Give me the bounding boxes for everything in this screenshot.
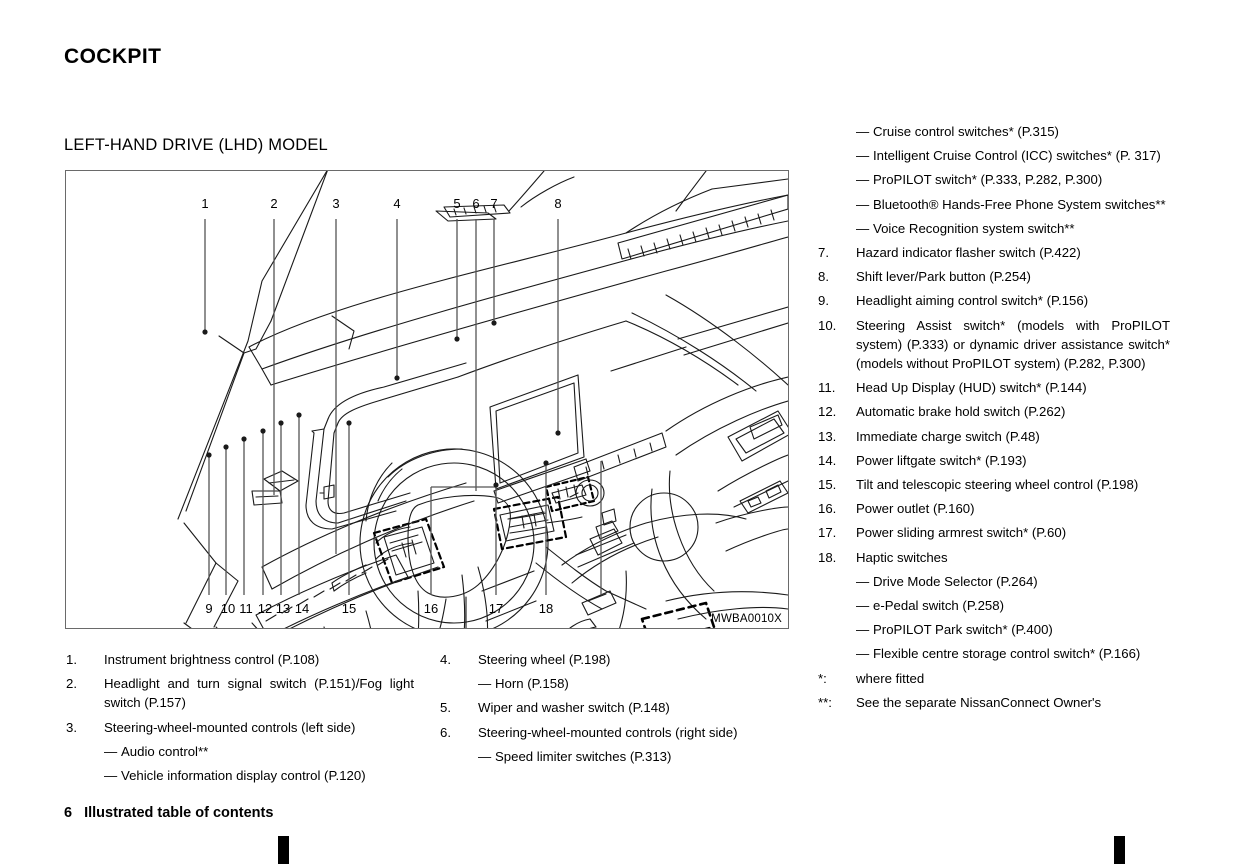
list-item (818, 548, 1170, 567)
dash-bullet: — (856, 622, 870, 638)
list-item (66, 650, 414, 669)
item-text: Head Up Display (HUD) switch* (P.144) (856, 380, 1087, 396)
item-text: Steering-wheel-mounted controls (left side) (104, 719, 356, 735)
sub-item (440, 674, 792, 693)
item-number: 1. (66, 652, 77, 667)
callout-4: 4 (393, 196, 401, 211)
dash-bullet: — (104, 743, 118, 759)
sub-item (818, 620, 1170, 639)
sub-item (440, 747, 792, 766)
dash-bullet: — (856, 646, 870, 662)
list-item (818, 316, 1170, 374)
list-item (818, 267, 1170, 286)
sub-item-text: ProPILOT switch* (P.333, P.282, P.300) (873, 172, 1103, 188)
list-item (818, 499, 1170, 518)
sub-item-text: Flexible centre storage control switch* (P.166) (873, 646, 1141, 662)
list-item (818, 402, 1170, 421)
dash-bullet: — (856, 598, 870, 614)
item-number: 8. (818, 269, 829, 285)
item-text: Steering Assist switch* (models with ProPILOT system) (P.333) or dynamic driver assistance switch* (models without ProPILOT system) (P.282, P.300) (856, 317, 1170, 372)
sub-item (818, 572, 1170, 591)
item-text: Power liftgate switch* (P.193) (856, 452, 1027, 468)
item-text: Immediate charge switch (P.48) (856, 428, 1040, 444)
item-number: 13. (818, 428, 837, 444)
list-item (818, 451, 1170, 470)
callout-9: 9 (205, 601, 213, 616)
footnote-row (818, 693, 1170, 712)
list-item (440, 723, 792, 742)
item-text: Headlight and turn signal switch (P.151)/Fog light switch (P.157) (104, 676, 414, 711)
item-number: 15. (818, 477, 837, 493)
footnote-marker: **: (818, 694, 832, 710)
list-item (440, 698, 792, 717)
sub-item-text: ProPILOT Park switch* (P.400) (873, 622, 1053, 638)
sub-item-text: Voice Recognition system switch** (873, 220, 1075, 236)
callout-2: 2 (270, 196, 278, 211)
item-text: Steering-wheel-mounted controls (right side) (478, 724, 738, 740)
page-footer (64, 805, 273, 821)
item-text: Haptic switches (856, 549, 948, 565)
dash-bullet: — (856, 220, 870, 236)
sub-item-text: Vehicle information display control (P.120) (121, 768, 366, 784)
list-item (66, 718, 414, 737)
callout-17: 17 (488, 601, 504, 616)
legend-list-right (818, 122, 1170, 717)
sub-item-text: Speed limiter switches (P.313) (495, 748, 672, 764)
item-text: Power sliding armrest switch* (P.60) (856, 525, 1067, 541)
callout-8: 8 (554, 196, 562, 211)
footnote-marker: *: (818, 670, 827, 686)
dash-bullet: — (856, 573, 870, 589)
sub-item-text: Drive Mode Selector (P.264) (873, 573, 1038, 589)
callout-3: 3 (332, 196, 340, 211)
item-number: 4. (440, 652, 451, 667)
callout-10: 10 (220, 601, 236, 616)
footer-page-number: 6 (64, 805, 73, 821)
sub-item (66, 766, 414, 785)
list-item (818, 378, 1170, 397)
dash-bullet: — (104, 768, 118, 784)
callout-18: 18 (538, 601, 554, 616)
callout-7: 7 (490, 196, 498, 211)
cockpit-illustration (65, 170, 789, 629)
sub-item-text: Audio control** (121, 743, 209, 759)
item-text: Headlight aiming control switch* (P.156) (856, 293, 1089, 309)
legend-list-middle (440, 650, 792, 771)
sub-item-text: Cruise control switches* (P.315) (873, 124, 1059, 139)
footnote-row (818, 669, 1170, 688)
footnote-text: See the separate NissanConnect Owner's (856, 694, 1102, 710)
sub-item (818, 170, 1170, 189)
callout-14: 14 (294, 601, 310, 616)
list-item (818, 523, 1170, 542)
dash-bullet: — (478, 676, 492, 692)
callout-12: 12 (257, 601, 273, 616)
list-item (66, 674, 414, 712)
registration-mark-right (1114, 836, 1125, 864)
item-number: 12. (818, 404, 837, 420)
item-text: Steering wheel (P.198) (478, 652, 611, 667)
callout-6: 6 (472, 196, 480, 211)
list-item (818, 243, 1170, 262)
item-number: 10. (818, 317, 837, 333)
item-number: 18. (818, 549, 837, 565)
item-number: 2. (66, 676, 77, 692)
callout-1: 1 (201, 196, 209, 211)
item-text: Hazard indicator flasher switch (P.422) (856, 245, 1081, 261)
sub-item-text: Intelligent Cruise Control (ICC) switches* (P. 317) (873, 148, 1161, 164)
sub-item (818, 644, 1170, 663)
sub-item (818, 219, 1170, 238)
item-text: Wiper and washer switch (P.148) (478, 700, 670, 716)
callout-16: 16 (423, 601, 439, 616)
item-text: Automatic brake hold switch (P.262) (856, 404, 1066, 420)
item-number: 11. (818, 380, 836, 396)
callout-13: 13 (275, 601, 291, 616)
sub-item (818, 146, 1170, 165)
item-number: 7. (818, 245, 829, 261)
item-text: Instrument brightness control (P.108) (104, 652, 320, 667)
item-number: 5. (440, 700, 451, 716)
item-number: 9. (818, 293, 829, 309)
registration-mark-left (278, 836, 289, 864)
footer-section-label: Illustrated table of contents (84, 805, 274, 821)
list-item (818, 475, 1170, 494)
dash-bullet: — (856, 196, 870, 212)
sub-item (818, 195, 1170, 214)
sub-item (66, 742, 414, 761)
footnote-text: where fitted (856, 670, 925, 686)
cockpit-line-drawing (66, 171, 788, 628)
sub-item-text: Horn (P.158) (495, 676, 569, 692)
sub-item-text: Bluetooth® Hands-Free Phone System switches** (873, 196, 1166, 212)
legend-list-left (66, 650, 414, 790)
sub-item (818, 122, 1170, 141)
sub-item (818, 596, 1170, 615)
item-number: 14. (818, 452, 837, 468)
page-title: COCKPIT (64, 45, 162, 68)
list-item (818, 427, 1170, 446)
list-item (818, 291, 1170, 310)
dash-bullet: — (856, 148, 870, 164)
dash-bullet: — (478, 748, 492, 764)
item-text: Tilt and telescopic steering wheel control (P.198) (856, 477, 1139, 493)
callout-11: 11 (239, 601, 253, 616)
section-title: LEFT-HAND DRIVE (LHD) MODEL (64, 136, 328, 154)
dash-bullet: — (856, 124, 870, 139)
item-number: 16. (818, 501, 837, 517)
item-text: Power outlet (P.160) (856, 501, 975, 517)
sub-item-text: e-Pedal switch (P.258) (873, 598, 1004, 614)
item-number: 6. (440, 724, 451, 740)
item-text: Shift lever/Park button (P.254) (856, 269, 1031, 285)
callout-5: 5 (453, 196, 461, 211)
callout-15: 15 (341, 601, 357, 616)
item-number: 3. (66, 719, 77, 735)
dash-bullet: — (856, 172, 870, 188)
list-item (440, 650, 792, 669)
figure-id-code: MWBA0010X (711, 613, 782, 625)
item-number: 17. (818, 525, 837, 541)
